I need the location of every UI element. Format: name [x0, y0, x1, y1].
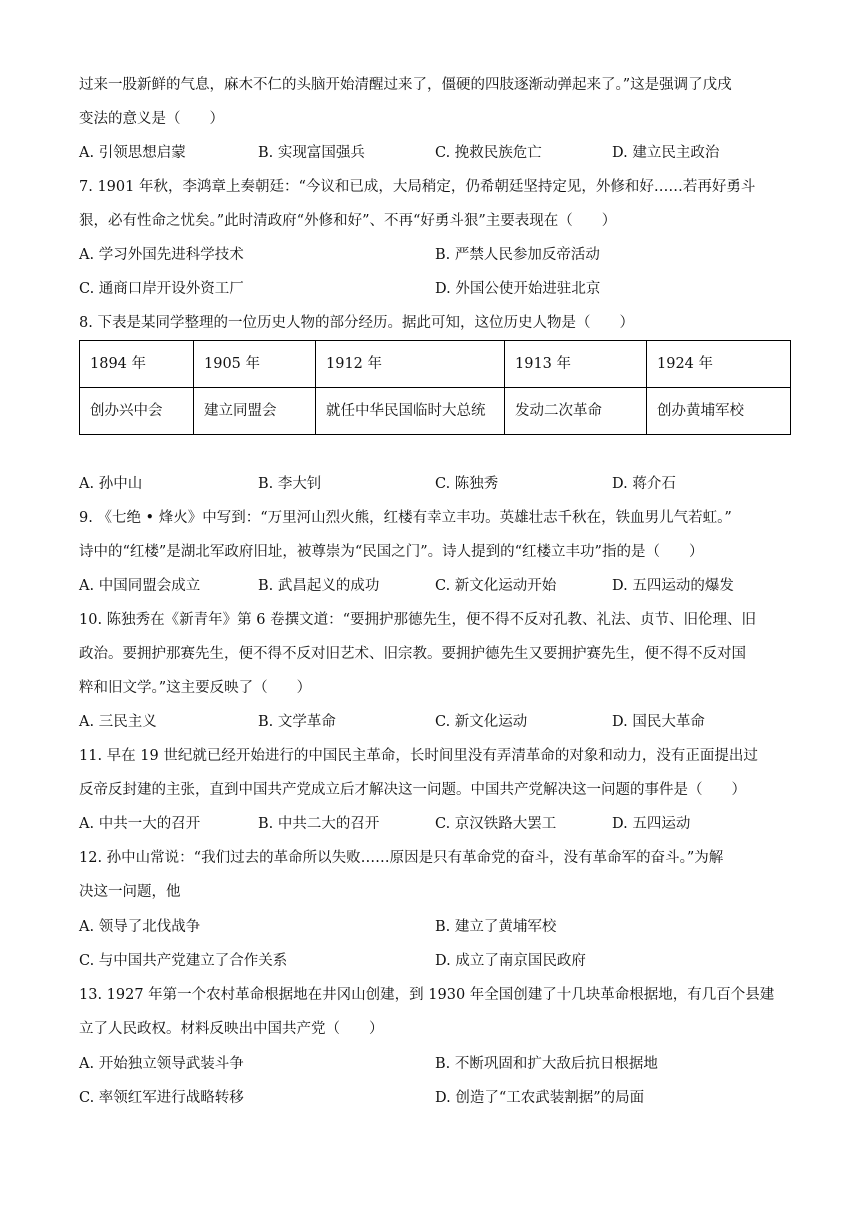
- q10-stem-line-1: 10. 陈独秀在《新青年》第 6 卷撰文道：“要拥护那德先生，便不得不反对孔教、礼法、贞节、旧伦理、旧: [79, 612, 757, 628]
- table-cell-year: 1912 年: [316, 341, 505, 388]
- q8-stem-line-1: 8. 下表是某同学整理的一位历史人物的部分经历。据此可知，这位历史人物是（ ）: [79, 315, 634, 331]
- q8-option-c[interactable]: C. 陈独秀: [435, 476, 499, 492]
- q9-stem-line-1: 9. 《七绝 • 烽火》中写到：“万里河山烈火熊，红楼有幸立丰功。英雄壮志千秋在，铁血男儿气若虹。”: [79, 510, 732, 526]
- q7-option-b[interactable]: B. 严禁人民参加反帝活动: [435, 247, 600, 263]
- q13-option-a[interactable]: A. 开始独立领导武装斗争: [79, 1056, 244, 1072]
- table-cell-event: 创办兴中会: [80, 388, 194, 435]
- q8-option-a[interactable]: A. 孙中山: [79, 476, 143, 492]
- q7-option-d[interactable]: D. 外国公使开始进驻北京: [435, 281, 601, 297]
- q6-option-d[interactable]: D. 建立民主政治: [612, 145, 720, 161]
- q13-option-b[interactable]: B. 不断巩固和扩大敌后抗日根据地: [435, 1056, 658, 1072]
- q10-option-c[interactable]: C. 新文化运动: [435, 714, 528, 730]
- q13-option-d[interactable]: D. 创造了“工农武装割据”的局面: [435, 1090, 645, 1106]
- q6-stem-line-1: 过来一股新鲜的气息，麻木不仁的头脑开始清醒过来了，僵硬的四肢逐渐动弹起来了。”这是强调了戊戌: [79, 77, 732, 93]
- q11-stem-line-2: 反帝反封建的主张，直到中国共产党成立后才解决这一问题。中国共产党解决这一问题的事件是（ ）: [79, 782, 746, 798]
- q10-option-d[interactable]: D. 国民大革命: [612, 714, 705, 730]
- q12-option-c[interactable]: C. 与中国共产党建立了合作关系: [79, 953, 288, 969]
- table-cell-event: 就任中华民国临时大总统: [316, 388, 505, 435]
- q7-stem-line-1: 7. 1901 年秋，李鸿章上奏朝廷：“今议和已成，大局稍定，仍希朝廷坚持定见，外修和好……若再好勇斗: [79, 179, 756, 195]
- q6-option-a[interactable]: A. 引领思想启蒙: [79, 145, 186, 161]
- q13-stem-line-1: 13. 1927 年第一个农村革命根据地在井冈山创建，到 1930 年全国创建了十几块革命根据地，有几百个县建: [79, 987, 775, 1003]
- q11-option-d[interactable]: D. 五四运动: [612, 816, 691, 832]
- q9-option-b[interactable]: B. 武昌起义的成功: [258, 578, 380, 594]
- q10-option-b[interactable]: B. 文学革命: [258, 714, 336, 730]
- table-row-events: [80, 388, 791, 435]
- q6-option-c[interactable]: C. 挽救民族危亡: [435, 145, 542, 161]
- table-cell-event: 建立同盟会: [194, 388, 316, 435]
- table-cell-year: 1924 年: [647, 341, 791, 388]
- q8-option-b[interactable]: B. 李大钊: [258, 476, 322, 492]
- q6-option-b[interactable]: B. 实现富国强兵: [258, 145, 365, 161]
- table-cell-event: 创办黄埔军校: [647, 388, 791, 435]
- q7-stem-line-2: 狠，必有性命之忧矣。”此时清政府“外修和好”、不再“好勇斗狠”主要表现在（ ）: [79, 213, 617, 229]
- q12-stem-line-1: 12. 孙中山常说：“我们过去的革命所以失败……原因是只有革命党的奋斗，没有革命军的奋斗。”为解: [79, 850, 724, 866]
- q11-option-c[interactable]: C. 京汉铁路大罢工: [435, 816, 557, 832]
- table-cell-event: 发动二次革命: [505, 388, 647, 435]
- q11-option-b[interactable]: B. 中共二大的召开: [258, 816, 380, 832]
- q10-stem-line-2: 政治。要拥护那赛先生，便不得不反对旧艺术、旧宗教。要拥护德先生又要拥护赛先生，便不得不反对国: [79, 646, 746, 662]
- q9-option-c[interactable]: C. 新文化运动开始: [435, 578, 557, 594]
- table-cell-year: 1894 年: [80, 341, 194, 388]
- q8-option-d[interactable]: D. 蒋介石: [612, 476, 676, 492]
- table-row-years: [80, 341, 791, 388]
- q10-option-a[interactable]: A. 三民主义: [79, 714, 157, 730]
- q13-option-c[interactable]: C. 率领红军进行战略转移: [79, 1090, 244, 1106]
- q9-option-a[interactable]: A. 中国同盟会成立: [79, 578, 201, 594]
- q12-stem-line-2: 决这一问题，他: [79, 884, 181, 900]
- q12-option-d[interactable]: D. 成立了南京国民政府: [435, 953, 586, 969]
- q7-option-a[interactable]: A. 学习外国先进科学技术: [79, 247, 244, 263]
- q12-option-b[interactable]: B. 建立了黄埔军校: [435, 919, 557, 935]
- table-cell-year: 1913 年: [505, 341, 647, 388]
- history-figure-table: [79, 340, 791, 435]
- q6-stem-line-2: 变法的意义是（ ）: [79, 111, 224, 127]
- q12-option-a[interactable]: A. 领导了北伐战争: [79, 919, 201, 935]
- q9-stem-line-2: 诗中的“红楼”是湖北军政府旧址，被尊崇为“民国之门”。诗人提到的“红楼立丰功”指的是（ ）: [79, 544, 704, 560]
- q10-stem-line-3: 粹和旧文学。”这主要反映了（ ）: [79, 680, 312, 696]
- q9-option-d[interactable]: D. 五四运动的爆发: [612, 578, 734, 594]
- q11-stem-line-1: 11. 早在 19 世纪就已经开始进行的中国民主革命，长时间里没有弄清革命的对象和动力，没有正面提出过: [79, 748, 758, 764]
- table-cell-year: 1905 年: [194, 341, 316, 388]
- q13-stem-line-2: 立了人民政权。材料反映出中国共产党（ ）: [79, 1021, 384, 1037]
- q7-option-c[interactable]: C. 通商口岸开设外资工厂: [79, 281, 244, 297]
- q11-option-a[interactable]: A. 中共一大的召开: [79, 816, 201, 832]
